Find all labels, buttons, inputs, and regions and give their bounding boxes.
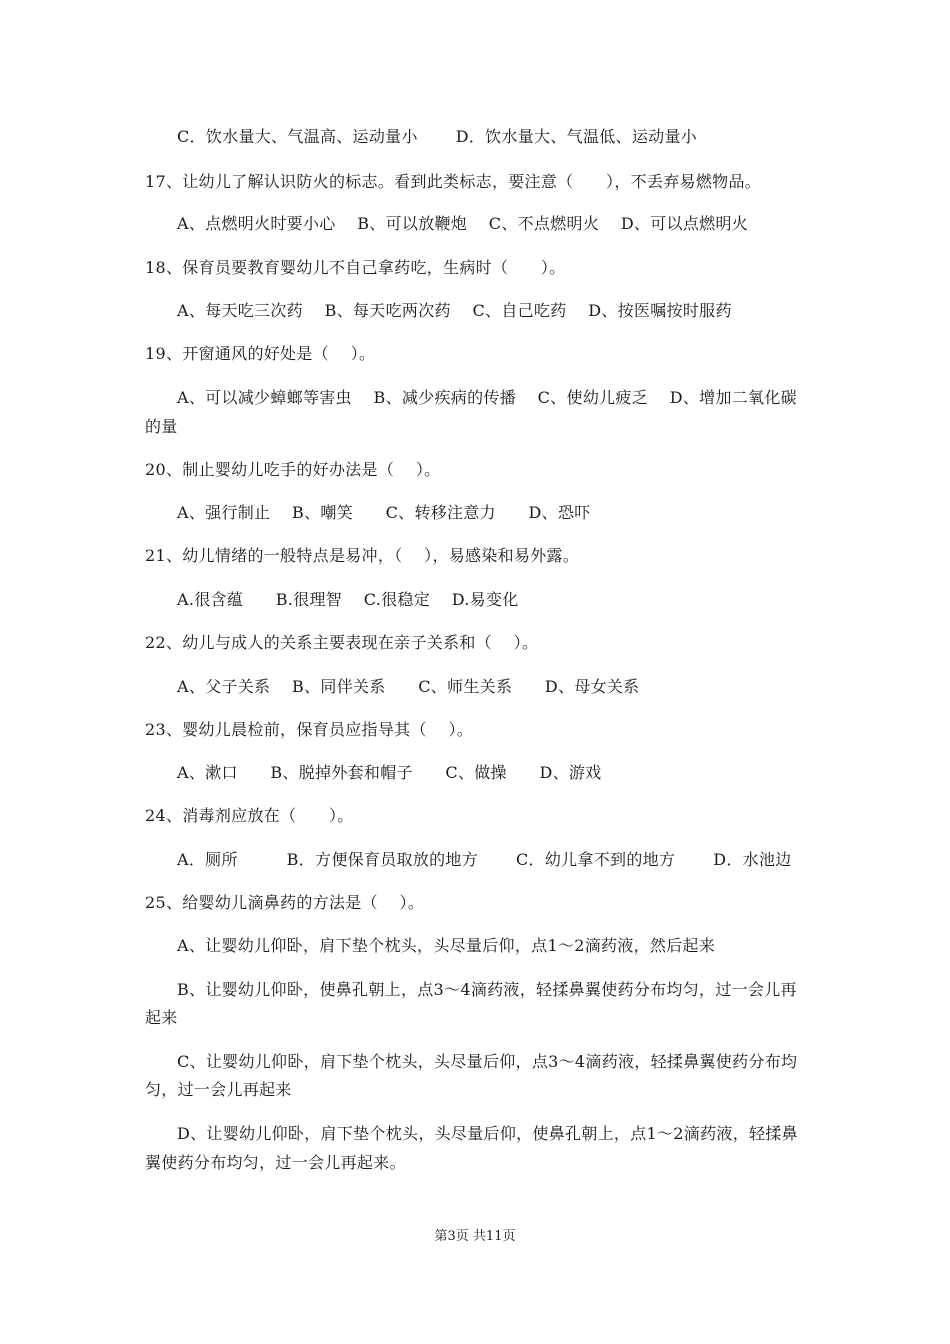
q22-options: A、父子关系 B、同伴关系 C、师生关系 D、母女关系 (177, 677, 640, 696)
q25-option-a: A、让婴幼儿仰卧，肩下垫个枕头，头尽量后仰，点1～2滴药液，然后起来 (177, 936, 716, 955)
q21-question: 21、幼儿情绪的一般特点是易冲，（ ），易感染和易外露。 (145, 546, 580, 565)
q21-options: A.很含蕴 B.很理智 C.很稳定 D.易变化 (177, 590, 519, 609)
q19-question: 19、开窗通风的好处是（ ）。 (145, 344, 376, 363)
q22-question: 22、幼儿与成人的关系主要表现在亲子关系和（ ）。 (145, 633, 539, 652)
q17-options: A、点燃明火时要小心 B、可以放鞭炮 C、不点燃明火 D、可以点燃明火 (177, 214, 749, 233)
q25-option-d: D、让婴幼儿仰卧，肩下垫个枕头，头尽量后仰，使鼻孔朝上，点1～2滴药液，轻揉鼻 (177, 1124, 798, 1143)
q25-option-d-cont: 翼使药分布均匀，过一会儿再起来。 (145, 1153, 406, 1172)
q16-options-cd: C．饮水量大、气温高、运动量小 D．饮水量大、气温低、运动量小 (177, 127, 698, 146)
q18-options: A、每天吃三次药 B、每天吃两次药 C、自己吃药 D、按医嘱按时服药 (177, 301, 732, 320)
q20-question: 20、制止婴幼儿吃手的好办法是（ ）。 (145, 460, 441, 479)
q25-question: 25、给婴幼儿滴鼻药的方法是（ ）。 (145, 893, 425, 912)
q18-question: 18、保育员要教育婴幼儿不自己拿药吃，生病时（ ）。 (145, 258, 566, 277)
q25-option-c-cont: 匀，过一会儿再起来 (145, 1080, 292, 1099)
q17-question: 17、让幼儿了解认识防火的标志。看到此类标志，要注意（ ），不丢弃易燃物品。 (145, 172, 762, 191)
q20-options: A、强行制止 B、嘲笑 C、转移注意力 D、恐吓 (177, 503, 591, 522)
q24-options: A．厕所 B．方便保育员取放的地方 C．幼儿拿不到的地方 D．水池边 (177, 850, 792, 869)
q25-option-b-cont: 起来 (145, 1008, 178, 1027)
q24-question: 24、消毒剂应放在（ ）。 (145, 806, 354, 825)
page-number-footer: 第3页 共11页 (434, 1229, 516, 1244)
q25-option-b: B、让婴幼儿仰卧，使鼻孔朝上，点3～4滴药液，轻揉鼻翼使药分布均匀，过一会儿再 (177, 980, 797, 999)
q25-option-c: C、让婴幼儿仰卧，肩下垫个枕头，头尽量后仰，点3～4滴药液，轻揉鼻翼使药分布均 (177, 1052, 798, 1071)
q23-question: 23、婴幼儿晨检前，保育员应指导其（ ）。 (145, 720, 474, 739)
q23-options: A、漱口 B、脱掉外套和帽子 C、做操 D、游戏 (177, 763, 602, 782)
q19-options-cont: 的量 (145, 417, 178, 436)
q19-options: A、可以减少蟑螂等害虫 B、减少疾病的传播 C、使幼儿疲乏 D、增加二氧化碳 (177, 388, 797, 407)
